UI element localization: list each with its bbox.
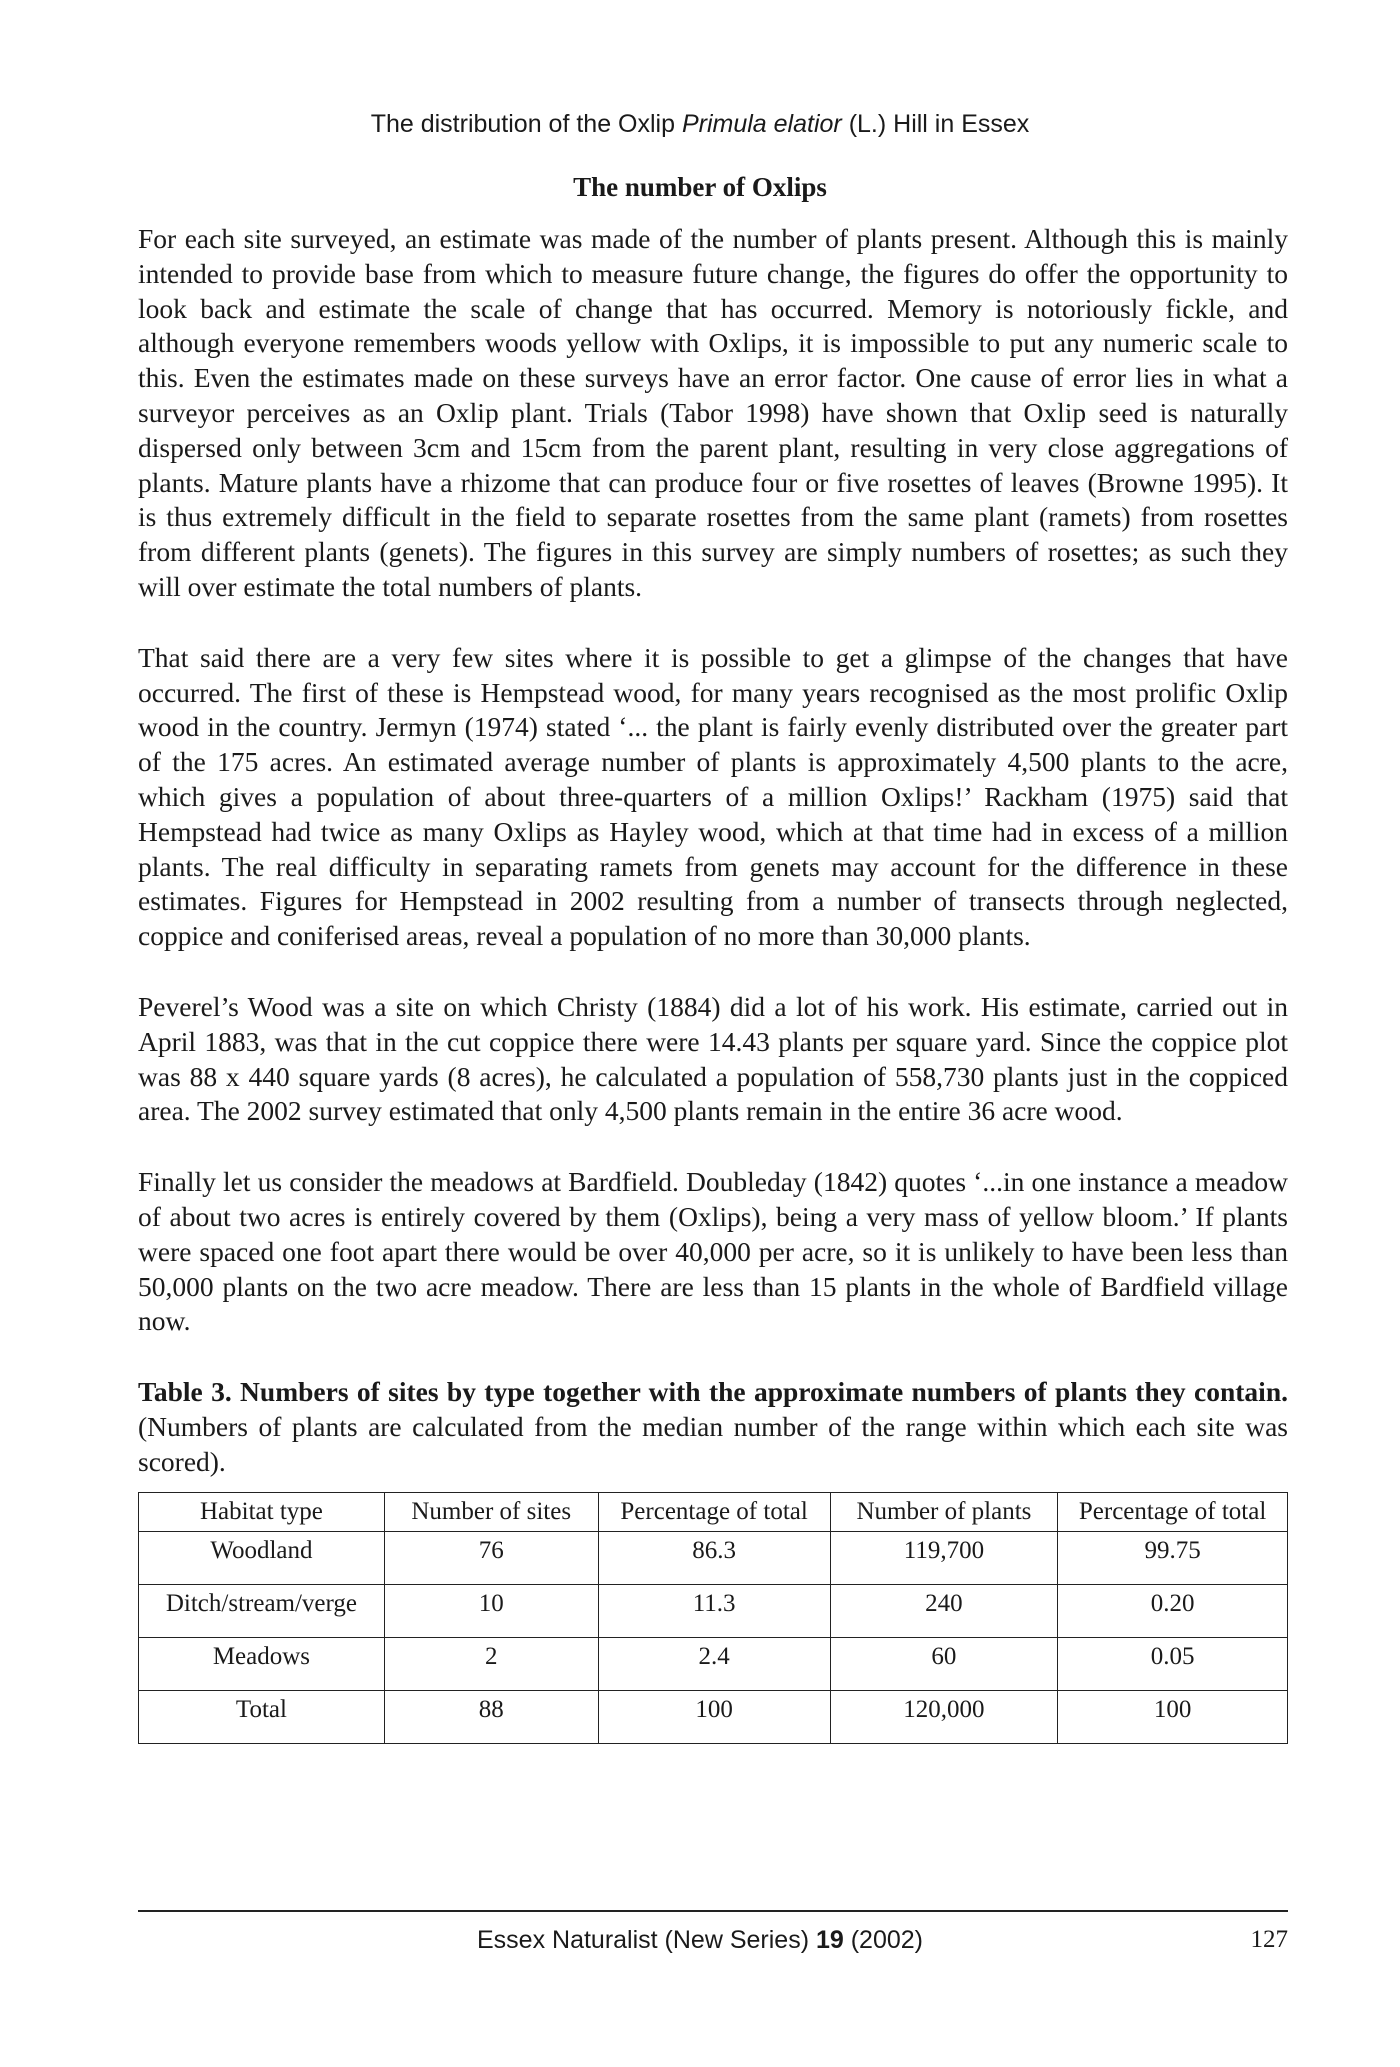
- header-number-of-sites: Number of sites: [384, 1492, 598, 1531]
- cell-sites-percent: 11.3: [598, 1584, 830, 1637]
- cell-habitat: Meadows: [139, 1637, 385, 1690]
- header-number-of-plants: Number of plants: [830, 1492, 1058, 1531]
- page-number: 127: [1250, 1926, 1288, 1953]
- cell-sites-percent: 86.3: [598, 1531, 830, 1584]
- cell-plants: 240: [830, 1584, 1058, 1637]
- table-row: [139, 1584, 1288, 1637]
- header-habitat-type: Habitat type: [139, 1492, 385, 1531]
- paragraph-2: That said there are a very few sites where it is possible to get a glimpse of the changes that have occurred. The first of these is Hempstead wood, for many years recognised as the most prolific Oxlip wood in the country. Jermyn (1974) stated ‘... the plant is fairly evenly distributed over the greater part of the 175 acres. An estimated average number of plants is approximately 4,500 plants to the acre, which gives a population of about three-quarters of a million Oxlips!’ Rackham (1975) said that Hempstead had twice as many Oxlips as Hayley wood, which at that time had in excess of a million plants. The real difficulty in separating ramets from genets may account for the difference in these estimates. Figures for Hempstead in 2002 resulting from a number of transects through neglected, coppice and coniferised areas, reveal a population of no more than 30,000 plants.: [138, 641, 1288, 952]
- cell-plants: 120,000: [830, 1690, 1058, 1743]
- cell-sites-percent: 100: [598, 1690, 830, 1743]
- cell-sites: 10: [384, 1584, 598, 1637]
- article-body: [138, 222, 1288, 1744]
- cell-plants-percent: 0.05: [1058, 1637, 1288, 1690]
- running-head-suffix: (L.) Hill in Essex: [841, 110, 1030, 138]
- cell-habitat: Woodland: [139, 1531, 385, 1584]
- cell-plants-percent: 100: [1058, 1690, 1288, 1743]
- table-caption: [138, 1375, 1288, 1479]
- table-row: [139, 1637, 1288, 1690]
- header-percentage-plants: Percentage of total: [1058, 1492, 1288, 1531]
- cell-sites: 88: [384, 1690, 598, 1743]
- header-percentage-sites: Percentage of total: [598, 1492, 830, 1531]
- volume-number: 19: [815, 1926, 844, 1954]
- section-title: The number of Oxlips: [573, 172, 827, 202]
- cell-plants-percent: 99.75: [1058, 1531, 1288, 1584]
- cell-plants: 119,700: [830, 1531, 1058, 1584]
- journal-name: Essex Naturalist (New Series): [476, 1926, 816, 1954]
- cell-habitat: Total: [139, 1690, 385, 1743]
- habitat-table: [138, 1492, 1288, 1744]
- cell-plants: 60: [830, 1637, 1058, 1690]
- cell-habitat: Ditch/stream/verge: [139, 1584, 385, 1637]
- cell-sites: 76: [384, 1531, 598, 1584]
- paragraph-3: Peverel’s Wood was a site on which Christy (1884) did a lot of his work. His estimate, carried out in April 1883, was that in the cut coppice there were 14.43 plants per square yard. Since the coppice plot was 88 x 440 square yards (8 acres), he calculated a population of 558,730 plants just in the coppiced area. The 2002 survey estimated that only 4,500 plants remain in the entire 36 acre wood.: [138, 990, 1288, 1127]
- journal-year: (2002): [843, 1926, 923, 1954]
- cell-sites: 2: [384, 1637, 598, 1690]
- table-row: [139, 1531, 1288, 1584]
- paragraph-4: Finally let us consider the meadows at Bardfield. Doubleday (1842) quotes ‘...in one instance a meadow of about two acres is entirely covered by them (Oxlips), being a very mass of yellow bloom.’ If plants were spaced one foot apart there would be over 40,000 per acre, so it is unlikely to have been less than 50,000 plants on the two acre meadow. There are less than 15 plants in the whole of Bardfield village now.: [138, 1166, 1288, 1337]
- footer-journal: [0, 1926, 1400, 1955]
- table-caption-title: Table 3. Numbers of sites by type together with the approximate numbers of plants they contain.: [138, 1376, 1288, 1408]
- running-head: [0, 110, 1400, 139]
- footer-divider: [138, 1910, 1288, 1912]
- species-name: Primula elatior: [681, 110, 842, 138]
- paragraph-1: For each site surveyed, an estimate was made of the number of plants present. Although this is mainly intended to provide base from which to measure future change, the figures do offer the opportunity to look back and estimate the scale of change that has occurred. Memory is notoriously fickle, and although everyone remembers woods yellow with Oxlips, it is impossible to put any numeric scale to this. Even the estimates made on these surveys have an error factor. One cause of error lies in what a surveyor perceives as an Oxlip plant. Trials (Tabor 1998) have shown that Oxlip seed is naturally dispersed only between 3cm and 15cm from the parent plant, resulting in very close aggregations of plants. Mature plants have a rhizome that can produce four or five rosettes of leaves (Browne 1995). It is thus extremely difficult in the field to separate rosettes from the same plant (ramets) from rosettes from different plants (genets). The figures in this survey are simply numbers of rosettes; as such they will over estimate the total numbers of plants.: [138, 223, 1288, 602]
- running-head-prefix: The distribution of the Oxlip: [370, 110, 682, 138]
- cell-plants-percent: 0.20: [1058, 1584, 1288, 1637]
- table-header-row: [139, 1492, 1288, 1531]
- table-caption-note: (Numbers of plants are calculated from the median number of the range within which each site was scored).: [138, 1410, 1288, 1477]
- table-row: [139, 1690, 1288, 1743]
- cell-sites-percent: 2.4: [598, 1637, 830, 1690]
